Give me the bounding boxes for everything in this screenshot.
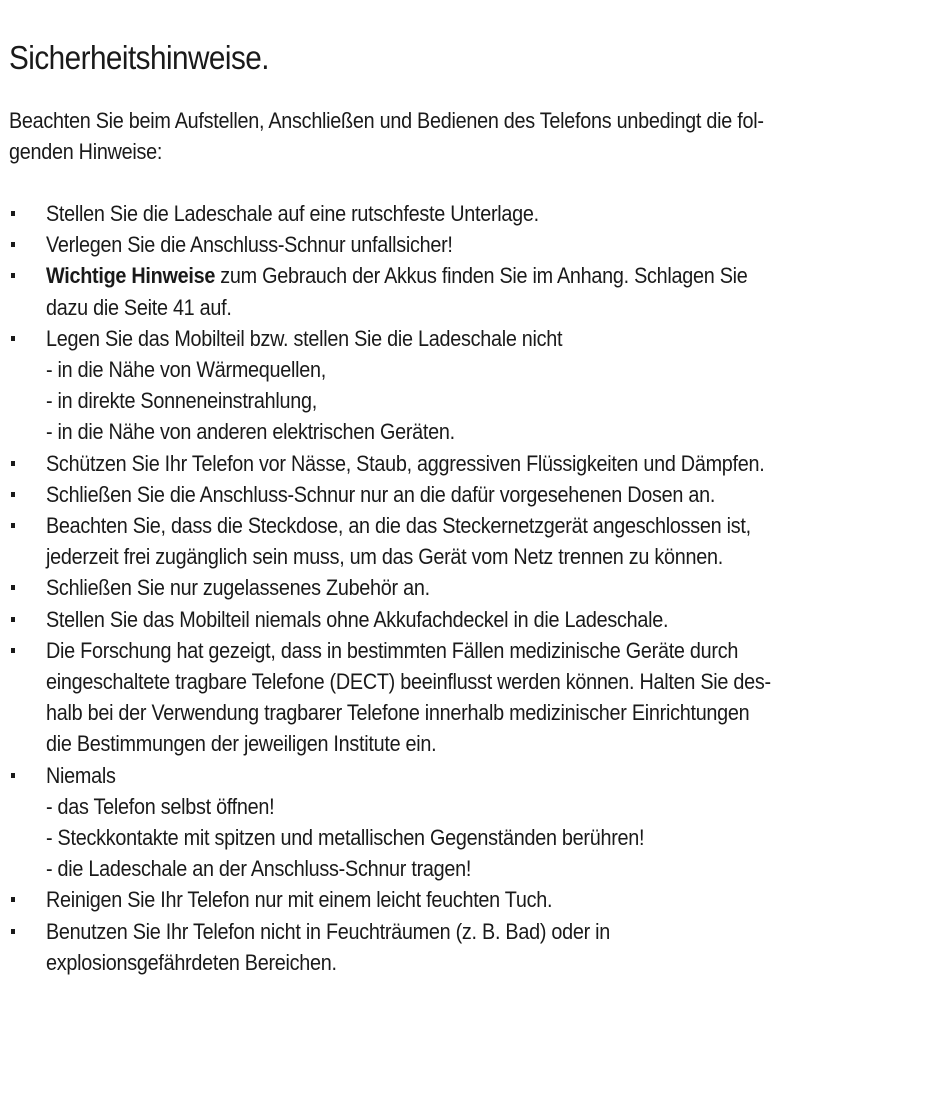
list-item-text: eingeschaltete tragbare Telefone (DECT) beeinflusst werden können. Halten Sie des- xyxy=(46,669,771,695)
list-item-text: Schließen Sie nur zugelassenes Zubehör an. xyxy=(46,575,430,601)
intro-line: Beachten Sie beim Aufstellen, Anschließen und Bedienen des Telefons unbedingt die fol- xyxy=(9,108,764,133)
list-item-text: Beachten Sie, dass die Steckdose, an die das Steckernetzgerät angeschlossen ist, xyxy=(46,513,751,539)
list-item-text xyxy=(46,260,868,291)
bullet-icon xyxy=(11,523,15,528)
list-item-subtext: - das Telefon selbst öffnen! xyxy=(46,793,275,819)
intro-line: genden Hinweise: xyxy=(9,139,163,165)
bullet-icon xyxy=(11,336,15,341)
list-item-text: die Bestimmungen der jeweiligen Institute ein. xyxy=(46,731,437,757)
list-item-text: explosionsgefährdeten Bereichen. xyxy=(46,949,337,975)
intro-paragraph xyxy=(9,105,846,167)
list-item-text: halb bei der Verwendung tragbarer Telefone innerhalb medizinischer Einrichtungen xyxy=(46,700,750,726)
bullet-icon xyxy=(11,617,15,622)
bullet-icon xyxy=(11,773,15,778)
list-item xyxy=(9,635,950,760)
list-item-text: dazu die Seite 41 auf. xyxy=(46,294,232,320)
list-item-text: Niemals xyxy=(46,762,116,788)
list-item-subtext: - Steckkontakte mit spitzen und metallischen Gegenständen berühren! xyxy=(46,825,645,851)
list-item-subtext: - in die Nähe von anderen elektrischen Geräten. xyxy=(46,419,455,445)
list-item-text: jederzeit frei zugänglich sein muss, um das Gerät vom Netz trennen zu können. xyxy=(46,544,723,570)
list-item xyxy=(9,760,950,885)
list-item xyxy=(9,510,950,572)
bullet-icon xyxy=(11,648,15,653)
list-item-text: Schützen Sie Ihr Telefon vor Nässe, Staub, aggressiven Flüssigkeiten und Dämpfen. xyxy=(46,450,765,476)
list-item xyxy=(9,572,950,603)
list-item xyxy=(9,198,950,229)
bullet-icon xyxy=(11,492,15,497)
list-item-text: Stellen Sie die Ladeschale auf eine rutschfeste Unterlage. xyxy=(46,201,539,226)
list-item-text: Benutzen Sie Ihr Telefon nicht in Feuchträumen (z. B. Bad) oder in xyxy=(46,918,611,944)
list-item-text: Legen Sie das Mobilteil bzw. stellen Sie die Ladeschale nicht xyxy=(46,325,563,351)
list-item-text: Schließen Sie die Anschluss-Schnur nur an die dafür vorgesehenen Dosen an. xyxy=(46,481,716,507)
list-item xyxy=(9,448,950,479)
list-item-text: Reinigen Sie Ihr Telefon nur mit einem leicht feuchten Tuch. xyxy=(46,887,553,913)
list-item xyxy=(9,604,950,635)
list-item-text-rest: zum Gebrauch der Akkus finden Sie im Anhang. Schlagen Sie xyxy=(215,263,748,289)
list-item-subtext: - in direkte Sonneneinstrahlung, xyxy=(46,388,317,414)
list-item-subtext: - die Ladeschale an der Anschluss-Schnur tragen! xyxy=(46,856,472,882)
list-item-text: Stellen Sie das Mobilteil niemals ohne Akkufachdeckel in die Ladeschale. xyxy=(46,606,669,632)
list-item xyxy=(9,884,950,915)
list-item xyxy=(9,323,950,448)
list-item-text: Die Forschung hat gezeigt, dass in bestimmten Fällen medizinische Geräte durch xyxy=(46,637,739,663)
bullet-icon xyxy=(11,461,15,466)
bold-emphasis: Wichtige Hinweise xyxy=(46,263,216,289)
bullet-icon xyxy=(11,897,15,902)
bullet-icon xyxy=(11,242,15,247)
list-item-subtext: - in die Nähe von Wärmequellen, xyxy=(46,357,326,383)
bullet-icon xyxy=(11,929,15,934)
list-item xyxy=(9,229,950,260)
bullet-icon xyxy=(11,585,15,590)
list-item xyxy=(9,260,950,322)
list-item-text: Verlegen Sie die Anschluss-Schnur unfallsicher! xyxy=(46,232,453,258)
safety-list xyxy=(9,198,950,978)
bullet-icon xyxy=(11,211,15,216)
list-item xyxy=(9,916,950,978)
page-title: Sicherheitshinweise. xyxy=(9,39,269,76)
bullet-icon xyxy=(11,273,15,278)
list-item xyxy=(9,479,950,510)
